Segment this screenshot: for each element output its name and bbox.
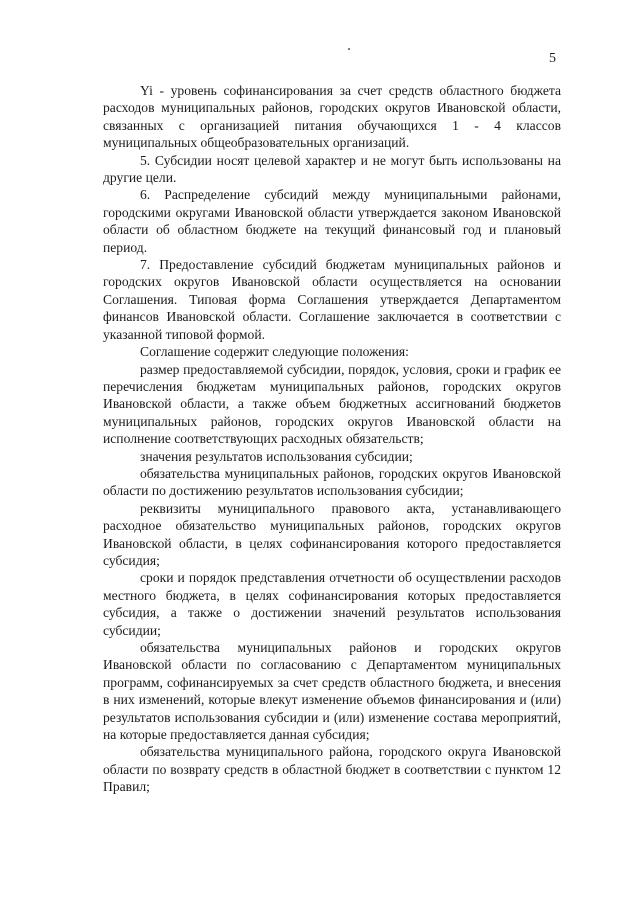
paragraph-item-7: 7. Предоставление субсидий бюджетам муниципальных районов и городских округов Ивановской области осуществляется на основании Соглашения. Типовая форма Соглашения утверждается Департаментом финансов Ивановской области. Соглашение заключается в соответствии с указанной типовой формой. bbox=[103, 257, 561, 342]
paragraph-provision-programs: обязательства муниципальных районов и городских округов Ивановской области по согласованию с Департаментом муниципальных программ, софинансируемых за счет средств областного бюджета, и внесения в них изменений, которые влекут изменение объемов финансирования и (или) результатов использования субсидии и (или) изменение состава мероприятий, на которые предоставляется данная субсидия; bbox=[103, 640, 561, 743]
paragraph-item-5: 5. Субсидии носят целевой характер и не могут быть использованы на другие цели. bbox=[103, 152, 561, 186]
page-number: 5 bbox=[549, 51, 556, 66]
paragraph-cofinancing-level: Yi - уровень софинансирования за счет средств областного бюджета расходов муниципальных районов, городских округов Ивановской области, связанных с организацией питания обучающихся 1 - 4 классов муниципальных общеобразовательных организаций. bbox=[103, 83, 561, 151]
paragraph-provision-refund: обязательства муниципального района, городского округа Ивановской области по возврату средств в областной бюджет в соответствии с пунктом 12 Правил; bbox=[103, 744, 561, 795]
scan-artifact-dot bbox=[348, 48, 350, 50]
document-body bbox=[103, 82, 561, 796]
paragraph-provision-results: значения результатов использования субсидии; bbox=[140, 448, 413, 464]
paragraph-item-6: 6. Распределение субсидий между муниципальными районами, городскими округами Ивановской области утверждается законом Ивановской области об областном бюджете на текущий финансовый год и плановый период. bbox=[103, 187, 561, 255]
paragraph-provision-obligations: обязательства муниципальных районов, городских округов Ивановской области по достижению результатов использования субсидии; bbox=[103, 465, 561, 499]
paragraph-provision-amount: размер предоставляемой субсидии, порядок, условия, сроки и график ее перечисления бюджетам муниципальных районов, городских округов Ивановской области, а также объем бюджетных ассигнований бюджетов муниципальных районов, городских округов Ивановской области на исполнение соответствующих расходных обязательств; bbox=[103, 361, 561, 447]
paragraph-provision-reporting: сроки и порядок представления отчетности об осуществлении расходов местного бюджета, в целях софинансирования которых предоставляется субсидия, а также о достижении значений результатов использования субсидии; bbox=[103, 570, 561, 638]
paragraph-provision-requisites: реквизиты муниципального правового акта, устанавливающего расходное обязательство муниципальных районов, городских округов Ивановской области, в целях софинансирования которого предоставляется субсидия; bbox=[103, 500, 561, 568]
paragraph-agreement-intro: Соглашение содержит следующие положения: bbox=[140, 344, 409, 360]
